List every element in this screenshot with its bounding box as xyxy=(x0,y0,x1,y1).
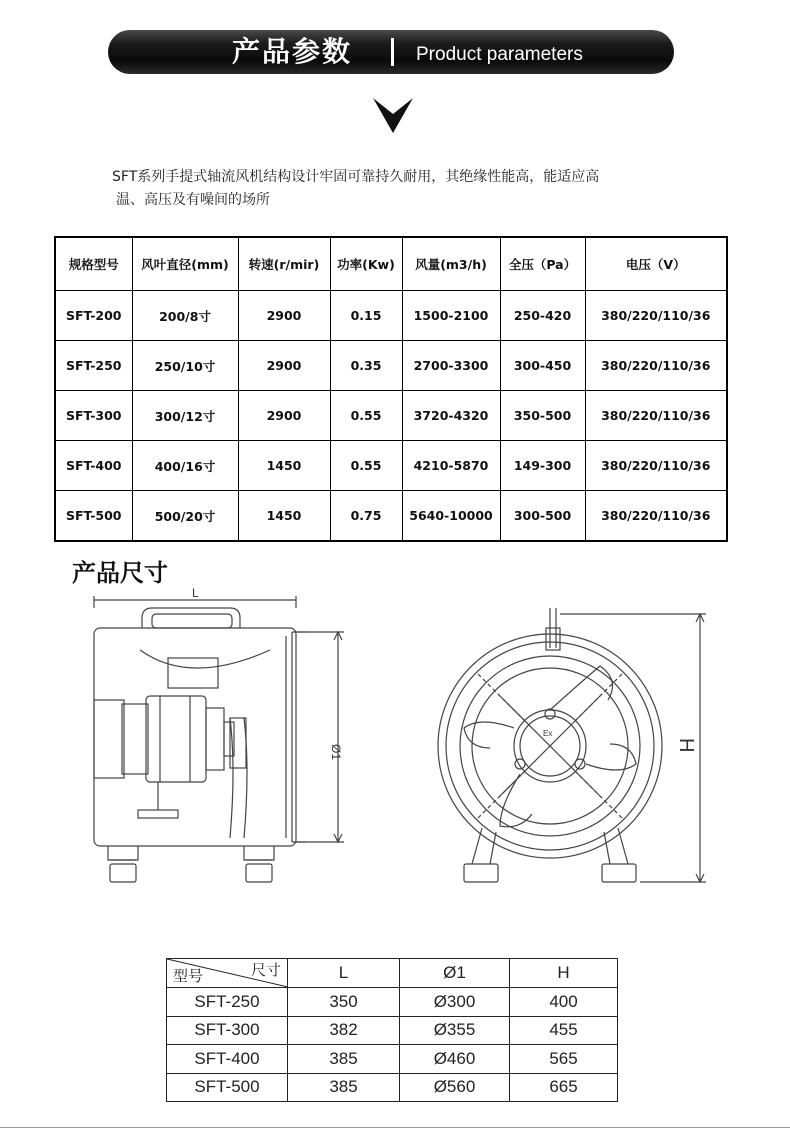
table-cell: 300-450 xyxy=(500,341,585,391)
spec-header-cell: 转速(r/mir) xyxy=(238,237,330,291)
table-row xyxy=(167,1045,618,1074)
table-cell: 380/220/110/36 xyxy=(585,391,727,441)
dimensions-header-cell: L xyxy=(288,959,400,988)
table-cell: 2900 xyxy=(238,391,330,441)
dimensions-header-row xyxy=(167,959,618,988)
table-cell: 500/20寸 xyxy=(132,491,238,542)
table-cell: 250/10寸 xyxy=(132,341,238,391)
spec-header-cell: 全压（Pa） xyxy=(500,237,585,291)
table-cell: 380/220/110/36 xyxy=(585,341,727,391)
table-cell: 0.35 xyxy=(330,341,402,391)
table-cell: 385 xyxy=(288,1045,400,1074)
table-cell: 1450 xyxy=(238,491,330,542)
dimensions-header-cell: Ø1 xyxy=(400,959,510,988)
table-row xyxy=(55,291,727,341)
table-cell: 455 xyxy=(510,1016,618,1045)
dimensions-corner-cell xyxy=(167,959,288,988)
table-cell: 0.55 xyxy=(330,391,402,441)
table-cell: 1500-2100 xyxy=(402,291,500,341)
table-cell: 4210-5870 xyxy=(402,441,500,491)
table-cell: 250-420 xyxy=(500,291,585,341)
header-separator xyxy=(391,38,394,66)
table-cell: SFT-250 xyxy=(167,988,288,1017)
spec-header-cell: 功率(Kw) xyxy=(330,237,402,291)
spec-header-cell: 风量(m3/h) xyxy=(402,237,500,291)
corner-label-model: 型号 xyxy=(173,968,204,985)
bottom-divider xyxy=(0,1127,790,1128)
table-cell: Ø300 xyxy=(400,988,510,1017)
table-cell: 5640-10000 xyxy=(402,491,500,542)
table-cell: 0.55 xyxy=(330,441,402,491)
table-cell: SFT-500 xyxy=(55,491,132,542)
table-cell: 0.75 xyxy=(330,491,402,542)
table-cell: 2900 xyxy=(238,291,330,341)
drawing-label-l: L xyxy=(192,588,199,600)
chevron-down-icon xyxy=(373,98,413,134)
drawing-label-h: H xyxy=(675,738,697,753)
dimensions-table xyxy=(166,958,618,1102)
table-cell: 350-500 xyxy=(500,391,585,441)
dimensions-header-cell: H xyxy=(510,959,618,988)
table-cell: 400 xyxy=(510,988,618,1017)
table-cell: 380/220/110/36 xyxy=(585,491,727,542)
table-row xyxy=(167,1016,618,1045)
spec-header-cell: 电压（V） xyxy=(585,237,727,291)
table-cell: SFT-200 xyxy=(55,291,132,341)
fan-technical-drawing xyxy=(80,588,720,898)
table-cell: 1450 xyxy=(238,441,330,491)
intro-text xyxy=(112,166,672,212)
table-cell: 149-300 xyxy=(500,441,585,491)
table-cell: 200/8寸 xyxy=(132,291,238,341)
table-cell: SFT-300 xyxy=(167,1016,288,1045)
intro-line-2: 温、高压及有噪间的场所 xyxy=(116,192,270,208)
table-cell: 565 xyxy=(510,1045,618,1074)
table-cell: 350 xyxy=(288,988,400,1017)
table-cell: SFT-500 xyxy=(167,1073,288,1102)
table-cell: Ø460 xyxy=(400,1045,510,1074)
table-cell: 300/12寸 xyxy=(132,391,238,441)
table-cell: 385 xyxy=(288,1073,400,1102)
table-cell: 2900 xyxy=(238,341,330,391)
table-cell: 3720-4320 xyxy=(402,391,500,441)
drawing-label-ex: Ex xyxy=(543,729,553,738)
table-cell: Ø560 xyxy=(400,1073,510,1102)
drawing-label-diameter: Ø1 xyxy=(329,744,343,761)
table-row xyxy=(55,391,727,441)
spec-header-row xyxy=(55,237,727,291)
table-cell: SFT-250 xyxy=(55,341,132,391)
table-cell: 380/220/110/36 xyxy=(585,291,727,341)
table-cell: SFT-300 xyxy=(55,391,132,441)
table-cell: SFT-400 xyxy=(167,1045,288,1074)
table-cell: SFT-400 xyxy=(55,441,132,491)
intro-line-1: SFT系列手提式轴流风机结构设计牢固可靠持久耐用，其绝缘性能高，能适应高 xyxy=(112,169,600,185)
table-row xyxy=(55,491,727,542)
table-row xyxy=(55,441,727,491)
table-cell: 0.15 xyxy=(330,291,402,341)
spec-table xyxy=(54,236,728,542)
header-title-en: Product parameters xyxy=(416,44,583,65)
header-title-cn: 产品参数 xyxy=(232,35,353,68)
table-cell: 400/16寸 xyxy=(132,441,238,491)
table-row xyxy=(167,1073,618,1102)
table-cell: Ø355 xyxy=(400,1016,510,1045)
corner-label-size: 尺寸 xyxy=(250,962,281,979)
table-cell: 2700-3300 xyxy=(402,341,500,391)
dimensions-title: 产品尺寸 xyxy=(72,559,168,587)
table-cell: 382 xyxy=(288,1016,400,1045)
table-cell: 665 xyxy=(510,1073,618,1102)
table-row xyxy=(55,341,727,391)
table-cell: 380/220/110/36 xyxy=(585,441,727,491)
spec-header-cell: 规格型号 xyxy=(55,237,132,291)
table-cell: 300-500 xyxy=(500,491,585,542)
table-row xyxy=(167,988,618,1017)
spec-header-cell: 风叶直径(mm) xyxy=(132,237,238,291)
